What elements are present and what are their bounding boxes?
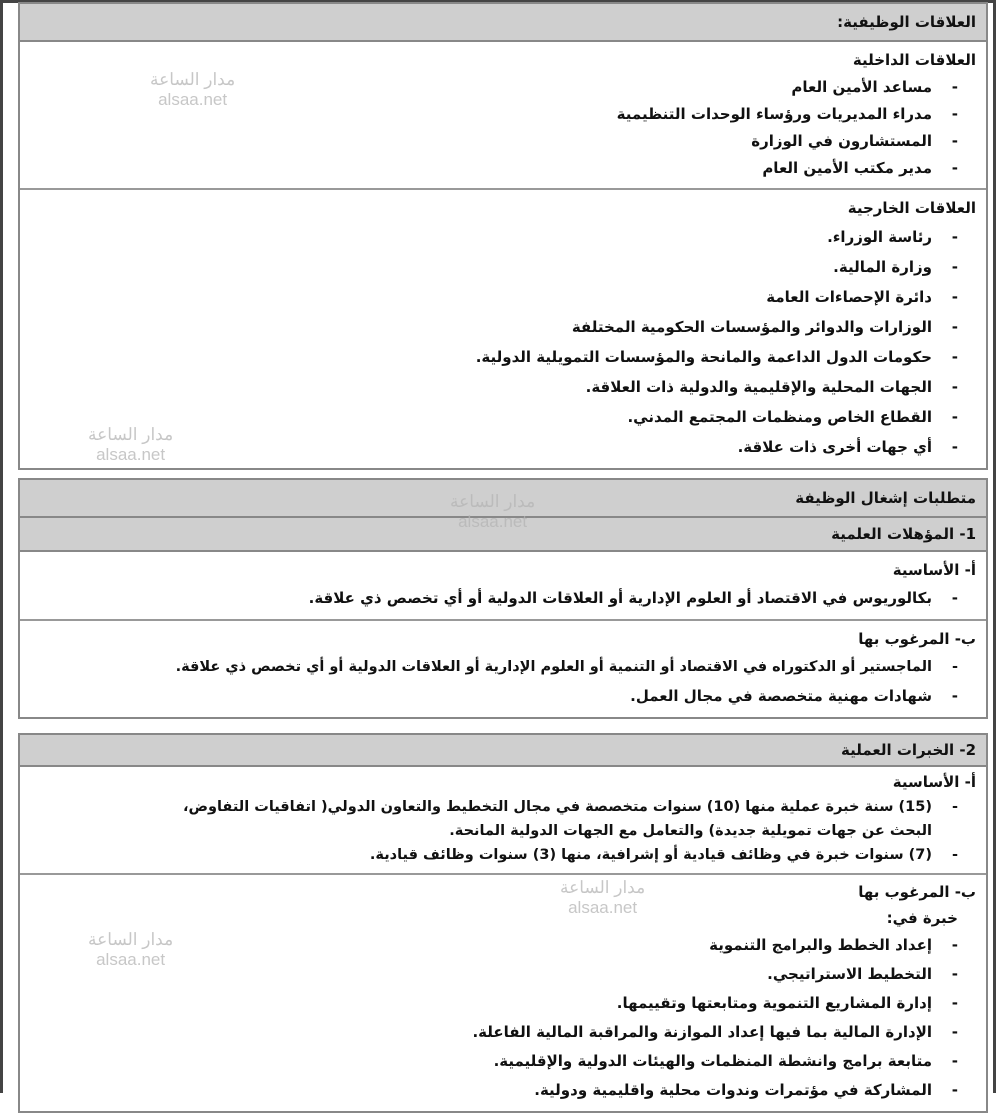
list-item: - متابعة برامج وانشطة المنظمات والهيئات الدولية والإقليمية. <box>493 1052 958 1070</box>
list-item: - شهادات مهنية متخصصة في مجال العمل. <box>630 687 958 705</box>
list-item: - الجهات المحلية والإقليمية والدولية ذات العلاقة. <box>585 378 958 396</box>
internal-title: العلاقات الداخلية <box>852 51 976 69</box>
list-item: - بكالوريوس في الاقتصاد أو العلوم الإدارية أو العلاقات الدولية أو أي تخصص ذي علاقة. <box>308 589 958 607</box>
list-item: - حكومات الدول الداعمة والمانحة والمؤسسات التمويلية الدولية. <box>475 348 958 366</box>
qualifications-desired <box>20 621 986 717</box>
list-item: - إدارة المشاريع التنموية ومتابعتها وتقييمها. <box>616 994 958 1012</box>
list-item: - المشاركة في مؤتمرات وندوات محلية واقليمية ودولية. <box>534 1081 958 1099</box>
external-title: العلاقات الخارجية <box>847 199 976 217</box>
list-item: - مدير مكتب الأمين العام <box>762 159 958 177</box>
list-item: - (15) سنة خبرة عملية منها (10) سنوات متخصصة في مجال التخطيط والتعاون الدولي( اتفاقيات التفاوض، <box>182 799 958 815</box>
list-item: - مدراء المديريات ورؤساء الوحدات التنظيمية <box>616 105 958 123</box>
basic-title: أ- الأساسية <box>892 773 976 791</box>
list-item: - مساعد الأمين العام <box>791 78 958 96</box>
experience-header: 2- الخبرات العملية <box>20 735 986 767</box>
watermark: مدار الساعة alsaa.net <box>150 70 236 109</box>
list-item: - وزارة المالية. <box>833 258 958 276</box>
list-item: - الوزارات والدوائر والمؤسسات الحكومية المختلفة <box>571 318 958 336</box>
list-item: - الماجستير أو الدكتوراه في الاقتصاد أو التنمية أو العلوم الإدارية أو العلاقات الدولية أو أي تخصص ذي علاقة. <box>175 659 958 675</box>
list-item: - دائرة الإحصاءات العامة <box>766 288 958 306</box>
list-item: - المستشارون في الوزارة <box>751 132 958 150</box>
watermark: مدار الساعة alsaa.net <box>88 425 174 464</box>
qualifications-basic <box>20 552 986 621</box>
list-item: - القطاع الخاص ومنظمات المجتمع المدني. <box>627 408 958 426</box>
desired-title: ب- المرغوب بها <box>858 883 976 901</box>
experience-box <box>18 733 988 1113</box>
desired-subtitle: خبرة في: <box>886 909 958 927</box>
basic-list <box>30 795 976 867</box>
experience-desired <box>20 875 986 1111</box>
list-item: - إعداد الخطط والبرامج التنموية <box>709 936 958 954</box>
qualifications-header: 1- المؤهلات العلمية <box>20 518 986 552</box>
list-item: - (7) سنوات خبرة في وظائف قيادية أو إشرافية، منها (3) سنوات وظائف قيادية. <box>369 847 958 863</box>
list-item: - الإدارة المالية بما فيها إعداد الموازنة والمراقبة المالية الفاعلة. <box>472 1023 958 1041</box>
basic-list <box>30 584 976 613</box>
watermark: مدار الساعة alsaa.net <box>88 930 174 969</box>
internal-relations <box>20 42 986 190</box>
basic-title: أ- الأساسية <box>892 561 976 579</box>
relations-header: العلاقات الوظيفية: <box>20 4 986 42</box>
requirements-header: متطلبات إشغال الوظيفة <box>20 480 986 518</box>
list-item: - التخطيط الاستراتيجي. <box>767 965 958 983</box>
list-item: - رئاسة الوزراء. <box>827 228 958 246</box>
watermark: مدار الساعة alsaa.net <box>560 878 646 917</box>
desired-list <box>30 653 976 711</box>
desired-title: ب- المرغوب بها <box>858 630 976 648</box>
watermark: مدار الساعة alsaa.net <box>450 492 536 531</box>
list-item: - أي جهات أخرى ذات علاقة. <box>737 438 958 456</box>
list-item-continuation: البحث عن جهات تمويلية جديدة) والتعامل مع الجهات الدولية المانحة. <box>449 823 932 839</box>
experience-basic <box>20 767 986 875</box>
